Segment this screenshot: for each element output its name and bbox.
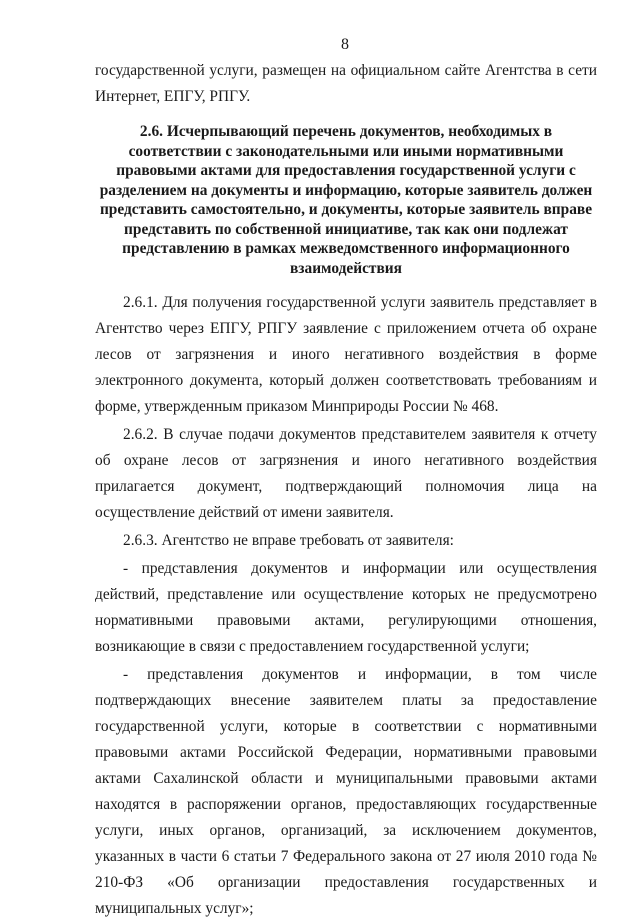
paragraph-2-6-2: 2.6.2. В случае подачи документов представителем заявителя к отчету об охране лесов от загрязнения и иного негативного воздействия прилагается документ, подтверждающий полномочия лица на осуществление действий от имени заявителя. [95, 426, 597, 521]
section-heading: 2.6. Исчерпывающий перечень документов, необходимых в соответствии с законодательными или иными нормативными правовыми актами для предоставления государственной услуги с разделением на документы и информацию, которые заявитель должен представить самостоятельно, и документы, которые заявитель вправе представить по собственной инициативе, так как они подлежат представлению в рамках межведомственного информационного взаимодействия [99, 123, 593, 277]
document-body [95, 58, 597, 922]
list-item-1: - представления документов и информации или осуществления действий, представление или осуществление которых не предусмотрено нормативными правовыми актами, регулирующими отношения, возникающие в связи с предоставлением государственной услуги; [95, 560, 597, 655]
paragraph-2-6-1: 2.6.1. Для получения государственной услуги заявитель представляет в Агентство через ЕПГУ, РПГУ заявление с приложением отчета об охране лесов от загрязнения и иного негативного воздействия в форме электронного документа, который должен соответствовать требованиям и форме, утвержденным приказом Минприроды России № 468. [95, 294, 597, 415]
page-number: 8 [341, 36, 349, 53]
paragraph-2-6-3: 2.6.3. Агентство не вправе требовать от заявителя: [123, 532, 454, 549]
list-item-2: - представления документов и информации, в том числе подтверждающих внесение заявителем платы за предоставление государственной услуги, которые в соответствии с нормативными правовыми актами Российской Федерации, нормативными правовыми актами Сахалинской области и муниципальными правовыми актами находятся в распоряжении органов, предоставляющих государственные услуги, иных органов, организаций, за исключением документов, указанных в части 6 статьи 7 Федерального закона от 27 июля 2010 года № 210-ФЗ «Об организации предоставления государственных и муниципальных услуг»; [95, 666, 597, 917]
intro-text: государственной услуги, размещен на официальном сайте Агентства в сети Интернет, ЕПГУ, РПГУ. [95, 62, 597, 105]
